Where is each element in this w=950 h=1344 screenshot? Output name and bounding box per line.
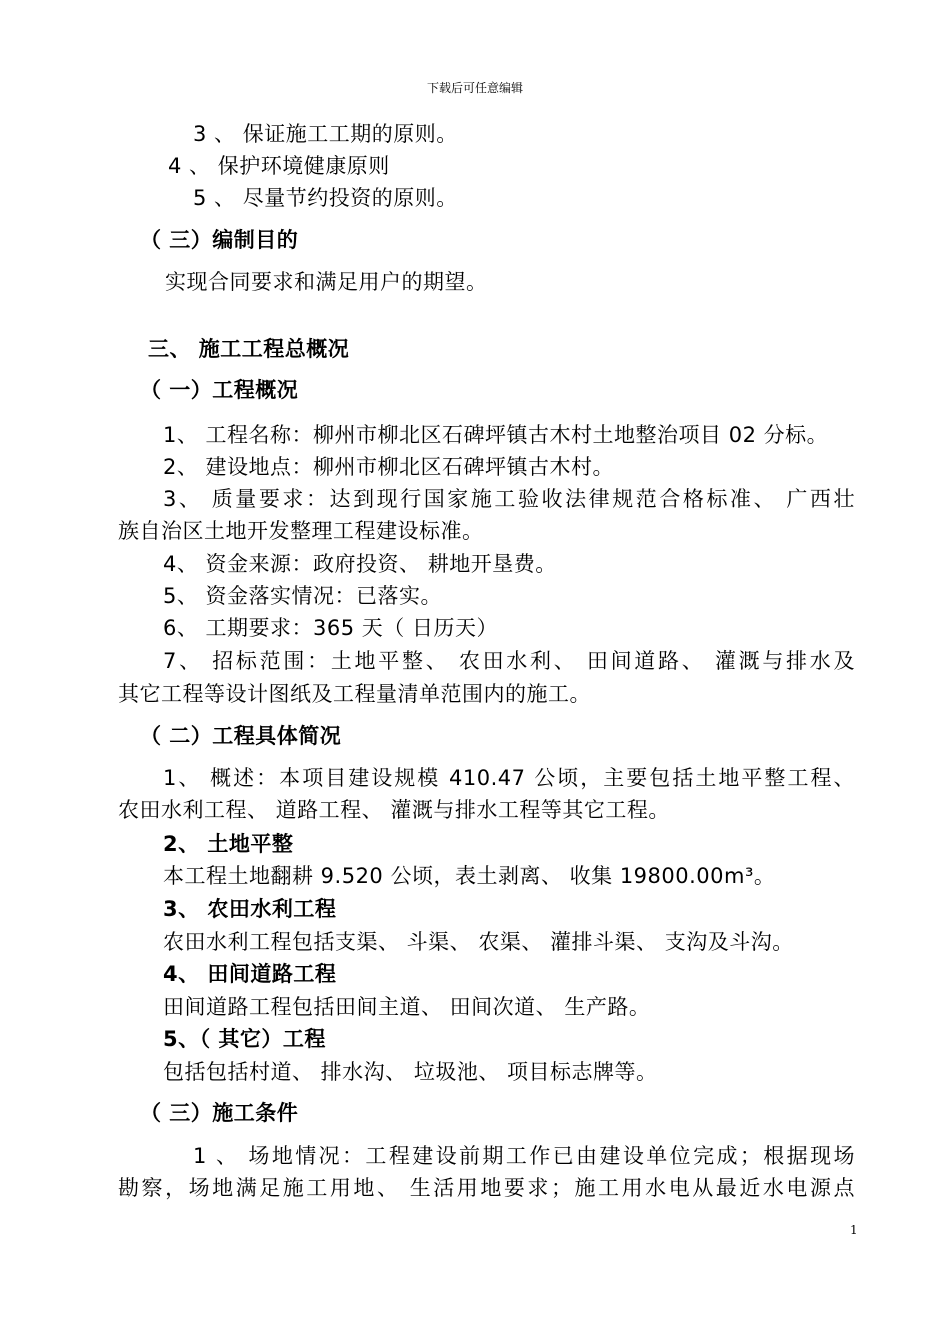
land-leveling-text: 本工程土地翻耕 9.520 公顷，表土剥离、 收集 19800.00m³。 — [163, 864, 776, 888]
purpose-text: 实现合同要求和满足用户的期望。 — [165, 270, 488, 294]
overview-item-4: 4、 资金来源：政府投资、 耕地开垦费。 — [163, 552, 557, 576]
overview-item-3: 3、 质量要求：达到现行国家施工验收法律规范合格标准、 广西壮 — [163, 487, 855, 511]
section-heading-project-overview: （ 一）工程概况 — [140, 378, 299, 402]
section-heading-project-details: （ 二）工程具体简况 — [140, 724, 342, 748]
section-heading-purpose: （ 三）编制目的 — [140, 228, 299, 252]
subheading-field-roads: 4、 田间道路工程 — [163, 962, 337, 986]
section-heading-conditions: （ 三）施工条件 — [140, 1101, 299, 1125]
overview-item-7-cont: 其它工程等设计图纸及工程量清单范围内的施工。 — [118, 682, 591, 706]
overview-item-3-cont: 族自治区土地开发整理工程建设标准。 — [118, 519, 484, 543]
subheading-irrigation: 3、 农田水利工程 — [163, 897, 337, 921]
other-works-text: 包括包括村道、 排水沟、 垃圾池、 项目标志牌等。 — [163, 1060, 658, 1084]
page-number: 1 — [850, 1223, 858, 1237]
conditions-item-1: 1 、 场地情况：工程建设前期工作已由建设单位完成；根据现场 — [193, 1144, 855, 1168]
principle-item-5: 5 、 尽量节约投资的原则。 — [193, 186, 458, 210]
chapter-heading-overview: 三、 施工工程总概况 — [148, 337, 350, 361]
overview-item-1: 1、 工程名称：柳州市柳北区石碑坪镇古木村土地整治项目 02 分标。 — [163, 423, 829, 447]
subheading-land-leveling: 2、 土地平整 — [163, 832, 294, 856]
field-roads-text: 田间道路工程包括田间主道、 田间次道、 生产路。 — [163, 995, 651, 1019]
overview-item-6: 6、 工期要求：365 天（ 日历天） — [163, 616, 498, 640]
principle-item-3: 3 、 保证施工工期的原则。 — [193, 122, 458, 146]
subheading-other-works: 5、（ 其它）工程 — [163, 1027, 326, 1051]
conditions-item-1-cont: 勘察，场地满足施工用地、 生活用地要求；施工用水电从最近水电源点 — [118, 1176, 855, 1200]
details-summary-cont: 农田水利工程、 道路工程、 灌溉与排水工程等其它工程。 — [118, 798, 670, 822]
page-header: 下载后可任意编辑 — [426, 81, 523, 95]
overview-item-7: 7、 招标范围：土地平整、 农田水利、 田间道路、 灌溉与排水及 — [163, 649, 855, 673]
irrigation-text: 农田水利工程包括支渠、 斗渠、 农渠、 灌排斗渠、 支沟及斗沟。 — [163, 930, 794, 954]
overview-item-5: 5、 资金落实情况：已落实。 — [163, 584, 443, 608]
overview-item-2: 2、 建设地点：柳州市柳北区石碑坪镇古木村。 — [163, 455, 615, 479]
principle-item-4: 4 、 保护环境健康原则 — [168, 154, 390, 178]
details-summary: 1、 概述：本项目建设规模 410.47 公顷，主要包括土地平整工程、 — [163, 766, 855, 790]
